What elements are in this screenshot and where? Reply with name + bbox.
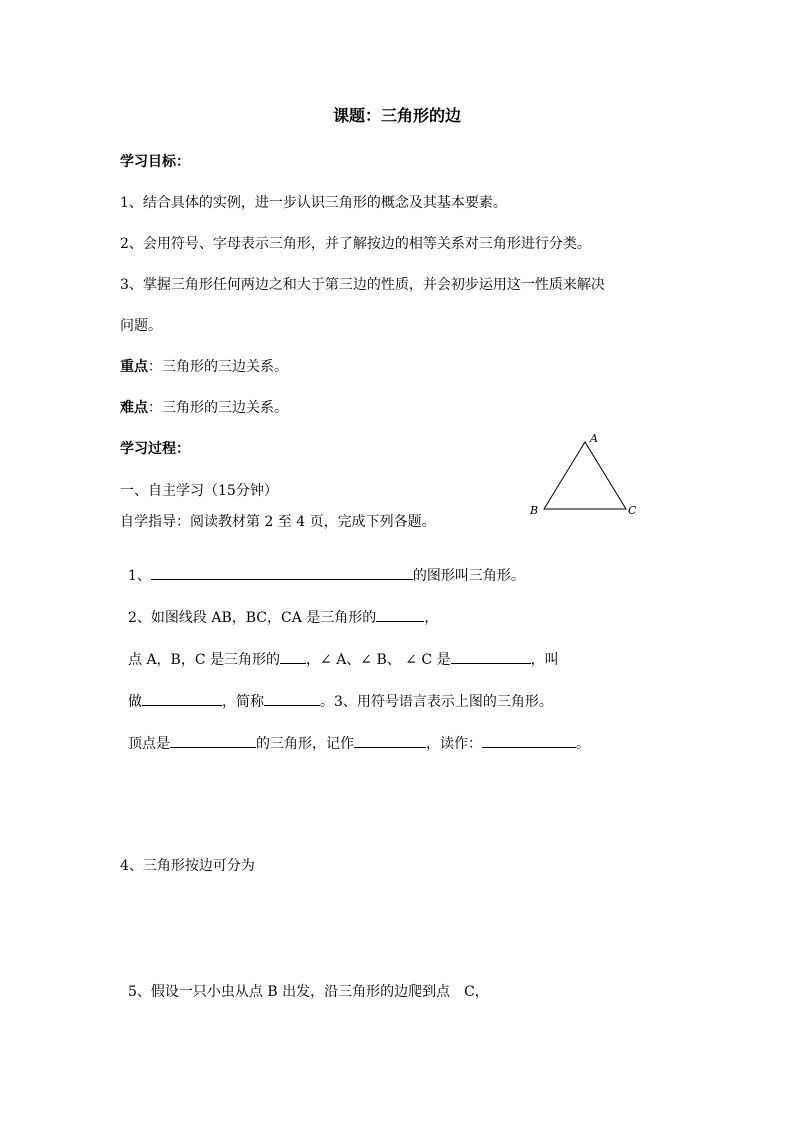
difficulty xyxy=(120,401,288,415)
page-title: 课题：三角形的边 xyxy=(332,106,461,125)
vertex-label-c: C xyxy=(628,504,637,517)
vertex-label-a: A xyxy=(590,432,598,445)
question-1: 1、 的图形叫三角形。 xyxy=(128,568,525,584)
question-4: 4、三角形按边可分为 xyxy=(120,858,255,874)
key-point xyxy=(120,360,288,374)
triangle-figure xyxy=(528,430,644,522)
question-5: 5、假设一只小虫从点 B 出发，沿三角形的边爬到点 C， xyxy=(128,984,489,1000)
section-self-study: 一、自主学习（15分钟） xyxy=(120,483,278,499)
question-2-line-2: 点 A，B，C 是三角形的 ，∠ A、∠ B、 ∠ C 是 ，叫 xyxy=(128,652,559,668)
difficulty-text: ：三角形的三边关系。 xyxy=(148,400,288,416)
objective-item-3-continued: 问题。 xyxy=(120,318,162,334)
answer-blank[interactable] xyxy=(354,735,426,748)
key-point-label: 重点 xyxy=(120,359,148,375)
triangle-abc xyxy=(544,442,626,509)
vertex-label-b: B xyxy=(530,504,539,517)
answer-blank[interactable] xyxy=(280,651,306,664)
answer-blank[interactable] xyxy=(451,651,531,664)
answer-blank[interactable] xyxy=(151,567,413,580)
objective-item-1: 1、结合具体的实例，进一步认识三角形的概念及其基本要素。 xyxy=(120,195,507,211)
answer-blank[interactable] xyxy=(170,735,256,748)
answer-blank[interactable] xyxy=(142,693,222,706)
answer-blank[interactable] xyxy=(482,735,576,748)
objective-item-3: 3、掌握三角形任何两边之和大于第三边的性质，并会初步运用这一性质来解决 xyxy=(120,277,605,293)
objectives-heading: 学习目标： xyxy=(120,154,190,170)
objective-item-2: 2、会用符号、字母表示三角形，并了解按边的相等关系对三角形进行分类。 xyxy=(120,236,591,252)
key-point-text: ：三角形的三边关系。 xyxy=(148,359,288,375)
question-2: 2、如图线段 AB，BC，CA 是三角形的 ， xyxy=(128,610,439,626)
question-3: 顶点是 的三角形，记作 ，读作： 。 xyxy=(128,736,590,752)
process-heading: 学习过程： xyxy=(120,441,190,457)
difficulty-label: 难点 xyxy=(120,400,148,416)
question-2-line-3: 做 ，简称 。3、用符号语言表示上图的三角形。 xyxy=(128,694,553,710)
answer-blank[interactable] xyxy=(264,693,320,706)
answer-blank[interactable] xyxy=(376,609,424,622)
self-study-guide: 自学指导：阅读教材第 2 至 4 页，完成下列各题。 xyxy=(120,514,436,530)
